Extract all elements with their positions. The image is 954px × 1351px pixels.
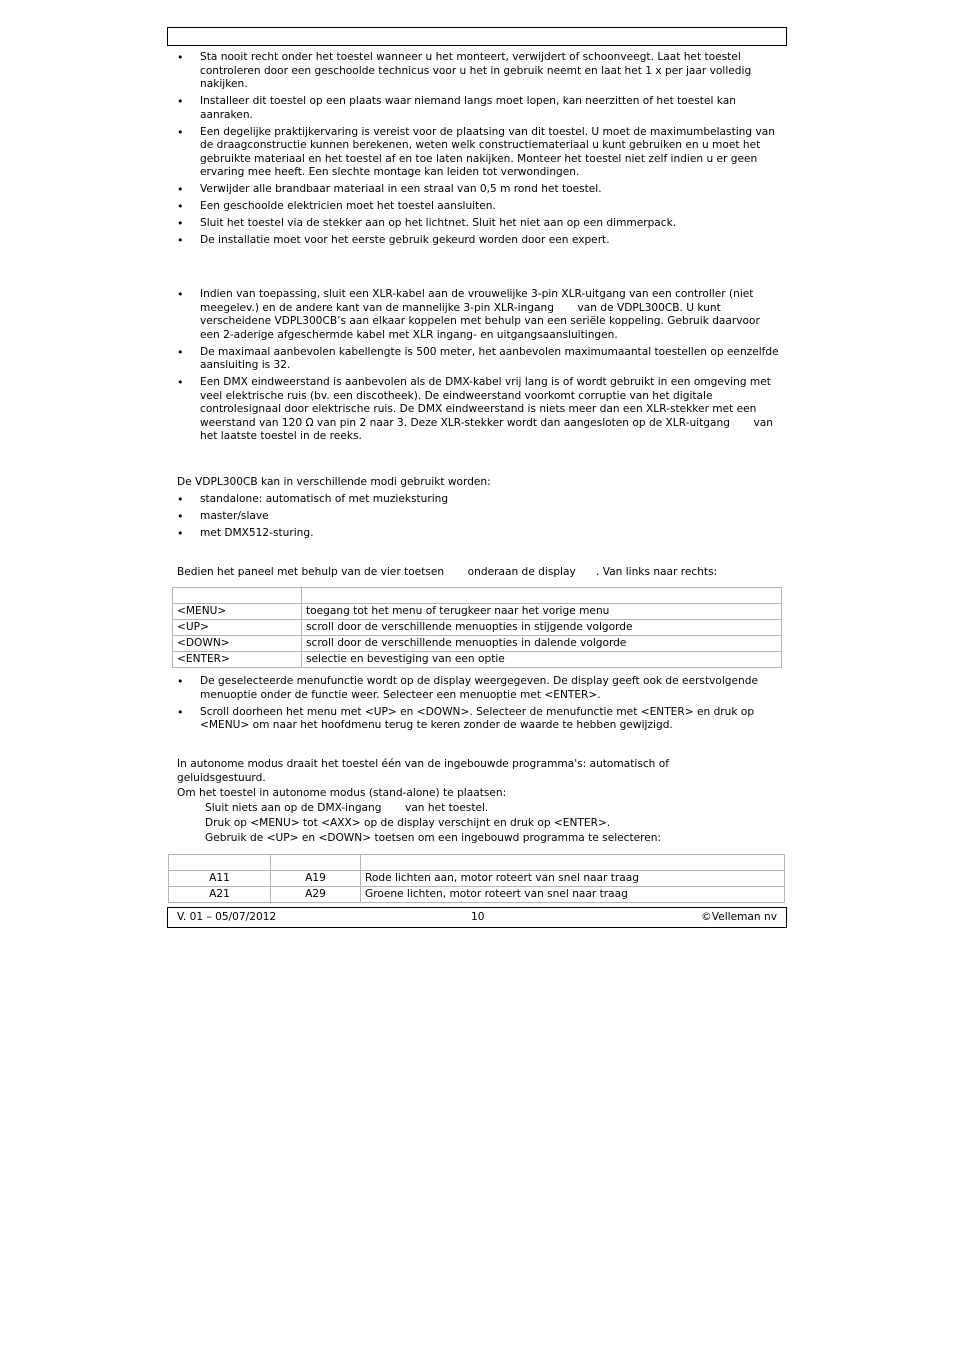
autonomous-step: Sluit niets aan op de DMX-ingang van het toestel. [205,802,489,814]
list-item: • Sluit het toestel via de stekker aan op het lichtnet. Sluit het niet aan op een dimmerpack. [167,217,781,231]
panel-intro: Bedien het paneel met behulp van de vier toetsen onderaan de display . Van links naar rechts: [177,566,718,578]
footer-copyright: ©Velleman nv [701,911,777,923]
key-cell: <DOWN> [173,636,302,652]
key-cell: <ENTER> [173,652,302,668]
list-item: • master/slave [167,510,781,524]
footer-version: V. 01 – 05/07/2012 [177,911,277,923]
program-to: A19 [271,871,361,887]
table-row [173,604,782,620]
list-item: • De maximaal aanbevolen kabellengte is 500 meter, het aanbevolen maximumaantal toestellen op eenzelfde aansluiting is 32. [167,346,781,373]
list-item: • De installatie moet voor het eerste gebruik gekeurd worden door een expert. [167,234,781,248]
footer-page-number: 10 [471,911,485,923]
list-item: • Sta nooit recht onder het toestel wanneer u het monteert, verwijdert of schoonveegt. Laat het toestel controleren door een geschoolde technicus voor u het in gebruik neemt en laat het 1 x per jaar volledig nakijken. [167,51,781,92]
key-cell: <UP> [173,620,302,636]
page-footer [167,907,787,928]
list-item: • Een geschoolde elektricien moet het toestel aansluiten. [167,200,781,214]
table-header-row [173,588,782,604]
program-from: A21 [169,887,271,903]
autonomous-step: Gebruik de <UP> en <DOWN> toetsen om een ingebouwd programma te selecteren: [205,832,662,844]
table-row [173,652,782,668]
autonomous-p2: Om het toestel in autonome modus (stand-alone) te plaatsen: [177,787,507,799]
desc-cell: scroll door de verschillende menuopties in dalende volgorde [302,636,782,652]
menu-list [167,675,781,736]
keys-table [172,587,782,668]
program-desc: Rode lichten aan, motor roteert van snel naar traag [361,871,785,887]
safety-list [167,51,781,251]
modes-intro: De VDPL300CB kan in verschillende modi gebruikt worden: [177,476,491,488]
desc-cell: selectie en bevestiging van een optie [302,652,782,668]
dmx-list [167,288,781,447]
desc-cell: toegang tot het menu of terugkeer naar het vorige menu [302,604,782,620]
modes-list [167,493,781,544]
table-row [173,620,782,636]
list-item: • Indien van toepassing, sluit een XLR-kabel aan de vrouwelijke 3-pin XLR-uitgang van een controller (niet meegelev.) en de andere kant van de mannelijke 3-pin XLR-ingang van de VDPL300CB. U kunt verscheidene VDPL300CB’s aan elkaar koppelen met behulp van een seriële koppeling. Gebruik daarvoor een 2-aderige afgeschermde kabel met XLR ingang- en uitgangsaansluitingen. [167,288,781,342]
autonomous-step: Druk op <MENU> tot <AXX> op de display verschijnt en druk op <ENTER>. [205,817,611,829]
list-item: • met DMX512-sturing. [167,527,781,541]
list-item: • Installeer dit toestel op een plaats waar niemand langs moet lopen, kan neerzitten of het toestel kan aanraken. [167,95,781,122]
table-header-row [169,855,785,871]
table-row [169,871,785,887]
table-row [169,887,785,903]
list-item: • Scroll doorheen het menu met <UP> en <DOWN>. Selecteer de menufunctie met <ENTER> en druk op <MENU> om naar het hoofdmenu terug te keren zonder de waarde te hebben gewijzigd. [167,706,781,733]
page-header-box [167,27,787,46]
autonomous-p1: In autonome modus draait het toestel één van de ingebouwde programma's: automatisch of geluidsgestuurd. [177,758,669,784]
list-item: • Verwijder alle brandbaar materiaal in een straal van 0,5 m rond het toestel. [167,183,781,197]
list-item: • standalone: automatisch of met muzieksturing [167,493,781,507]
program-to: A29 [271,887,361,903]
program-from: A11 [169,871,271,887]
list-item: • Een degelijke praktijkervaring is vereist voor de plaatsing van dit toestel. U moet de maximumbelasting van de draagconstructie kunnen berekenen, weten welk constructiemateriaal u kunt gebruiken en u moet het gebruikte materiaal en het toestel af en toe laten nakijken. Monteer het toestel niet zelf indien u er geen ervaring mee heeft. Een slechte montage kan leiden tot verwondingen. [167,126,781,180]
program-desc: Groene lichten, motor roteert van snel naar traag [361,887,785,903]
key-cell: <MENU> [173,604,302,620]
programs-table [168,854,785,903]
list-item: • Een DMX eindweerstand is aanbevolen als de DMX-kabel vrij lang is of wordt gebruikt in een omgeving met veel elektrische ruis (bv. een discotheek). De eindweerstand voorkomt corruptie van het digitale controlesignaal door elektrische ruis. De DMX eindweerstand is niets meer dan een XLR-stekker met een weerstand van 120 Ω van pin 2 naar 3. Deze XLR-stekker wordt dan aangesloten op de XLR-uitgang van het laatste toestel in de reeks. [167,376,781,444]
list-item: • De geselecteerde menufunctie wordt op de display weergegeven. De display geeft ook de eerstvolgende menuoptie onder de functie weer. Selecteer een menuoptie met <ENTER>. [167,675,781,702]
table-row [173,636,782,652]
desc-cell: scroll door de verschillende menuopties in stijgende volgorde [302,620,782,636]
